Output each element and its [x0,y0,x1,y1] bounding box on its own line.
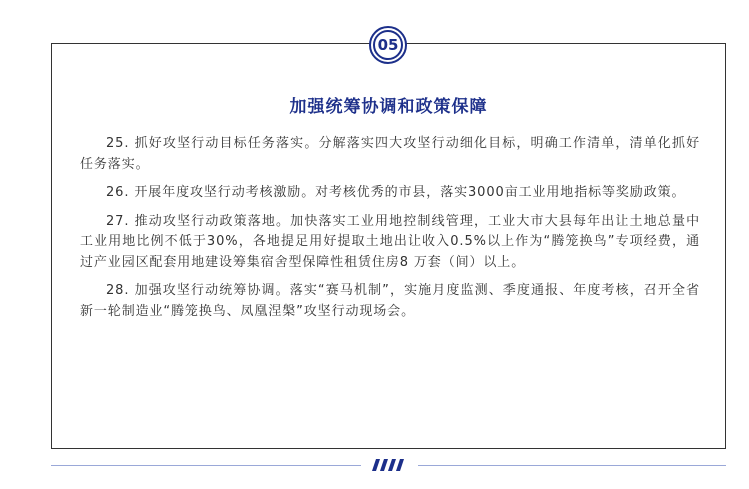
section-title: 加强统筹协调和政策保障 [289,97,488,117]
paragraph-25: 25. 抓好攻坚行动目标任务落实。分解落实四大攻坚行动细化目标，明确工作清单，清单化抓好任务落实。 [80,136,700,172]
paragraph-26: 26. 开展年度攻坚行动考核激励。对考核优秀的市县，落实3000亩工业用地指标等奖励政策。 [106,185,686,200]
section-body [80,134,700,330]
slash-marks-icon [370,458,410,472]
paragraph-27: 27. 推动攻坚行动政策落地。加快落实工业用地控制线管理，工业大市大县每年出让土地总量中工业用地比例不低于30%，各地提足用好提取土地出让收入0.5%以上作为“腾笼换鸟”专项经费，通过产业园区配套用地建设筹集宿舍型保障性租赁住房8 万套（间）以上。 [80,213,700,270]
section-number-badge [369,26,407,64]
section-number: 05 [373,30,403,60]
divider-line-right [418,465,726,466]
divider-line-left [51,465,361,466]
paragraph-28: 28. 加强攻坚行动统筹协调。落实“赛马机制”，实施月度监测、季度通报、年度考核，召开全省新一轮制造业“腾笼换鸟、凤凰涅槃”攻坚行动现场会。 [80,283,700,319]
